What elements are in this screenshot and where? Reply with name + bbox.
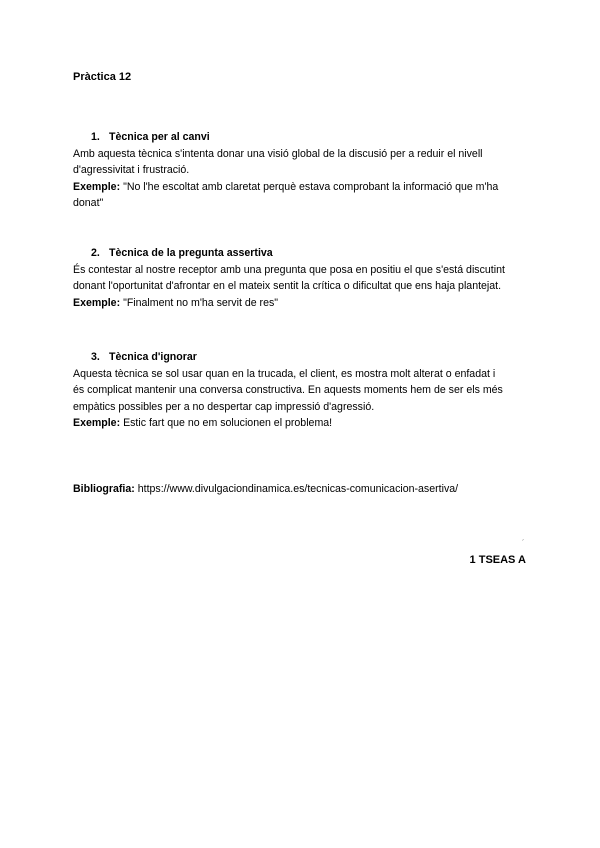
example-label: Exemple: [73, 417, 121, 429]
section-heading [73, 129, 533, 146]
section-assertive-question [73, 245, 533, 311]
body-line: És contestar al nostre receptor amb una pregunta que posa en positiu el que s'está discutint [73, 263, 505, 276]
body-line: és complicat mantenir una conversa constructiva. En aquests moments hem de ser els més [73, 384, 503, 396]
body-line: Aquesta tècnica se sol usar quan en la trucada, el client, es mostra molt alterat o enfadat i [73, 367, 496, 380]
section-title: Tècnica d'ignorar [109, 351, 197, 363]
body-line: d'agressivitat i frustració. [73, 164, 190, 176]
body-line: Amb aquesta tècnica s'intenta donar una visió global de la discusió per a reduir el nivell [73, 147, 483, 160]
bibliography [73, 483, 458, 495]
bibliography-link[interactable]: https://www.divulgaciondinamica.es/tecnicas-comunicacion-asertiva/ [137, 483, 459, 495]
section-number: 3. [91, 351, 100, 363]
body-line: donant l'oportunitat d'afrontar en el mateix sentit la crítica o dificultat que ens haja plantejat. [73, 280, 502, 292]
section-number: 2. [91, 247, 100, 259]
section-heading [73, 245, 533, 262]
body-line: empàtics possibles per a no despertar cap impressió d'agressió. [73, 400, 375, 413]
example-text: "No l'he escoltat amb claretat perquè estava comprobant la informació que m'ha [123, 180, 499, 193]
class-group-label: 1 TSEAS A [469, 554, 526, 566]
section-ignore-technique [73, 349, 533, 432]
page-title: Pràctica 12 [73, 71, 132, 83]
section-number: 1. [91, 131, 100, 143]
section-title: Tècnica per al canvi [109, 131, 210, 143]
example-label: Exemple: [73, 296, 121, 309]
section-technique-change [73, 129, 533, 212]
section-heading [73, 349, 533, 366]
section-title: Tècnica de la pregunta assertiva [109, 247, 273, 259]
example-text: Estic fart que no em solucionen el problema! [123, 417, 333, 429]
example-line [73, 415, 533, 432]
stray-mark: ´ [522, 540, 525, 547]
example-text: "Finalment no m'ha servit de res" [123, 296, 279, 309]
example-line [73, 295, 533, 312]
bibliography-label: Bibliografia: [73, 483, 135, 495]
example-label: Exemple: [73, 180, 121, 193]
example-line: donat" [73, 197, 104, 209]
example-line [73, 179, 533, 196]
